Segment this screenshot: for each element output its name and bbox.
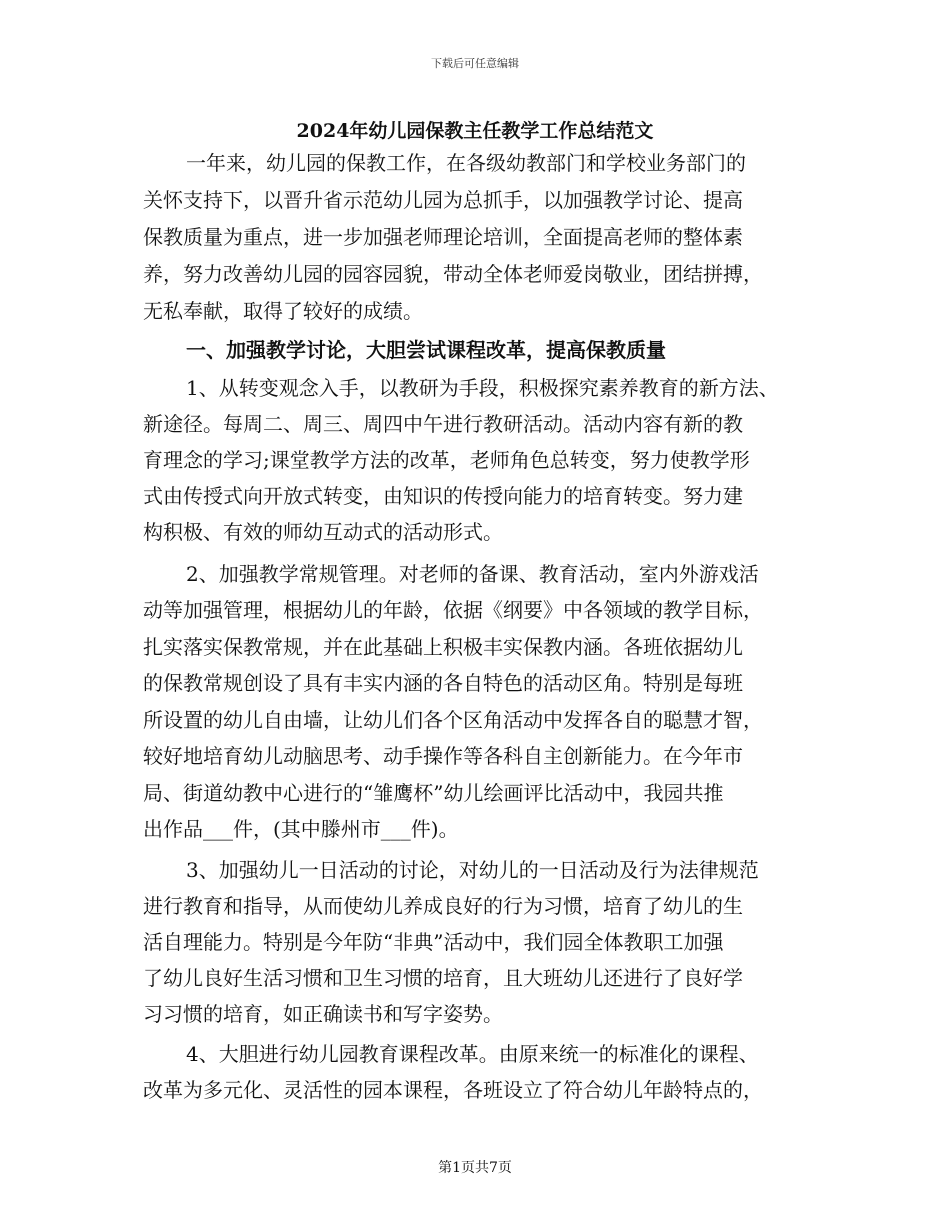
paragraph-line: 进行教育和指导，从而使幼儿养成良好的行为习惯，培育了幼儿的生 — [143, 894, 743, 918]
paragraph-line: 动等加强管理，根据幼儿的年龄，依据《纲要》中各领域的教学目标， — [143, 598, 763, 622]
page-header-note: 下载后可任意编辑 — [431, 57, 519, 70]
paragraph-line: 保教质量为重点，进一步加强老师理论培训，全面提高老师的整体素 — [143, 225, 743, 249]
paragraph-line: 所设置的幼儿自由墙，让幼儿们各个区角活动中发挥各自的聪慧才智， — [143, 708, 763, 732]
paragraph-line: 活自理能力。特别是今年防“非典”活动中，我们园全体教职工加强 — [143, 930, 724, 954]
paragraph-line: 改革为多元化、灵活性的园本课程，各班设立了符合幼儿年龄特点的， — [143, 1078, 763, 1102]
section-heading: 一、加强教学讨论，大胆尝试课程改革，提高保教质量 — [186, 338, 666, 362]
paragraph-line: 关怀支持下，以晋升省示范幼儿园为总抓手，以加强教学讨论、提高 — [143, 188, 743, 212]
paragraph-line: 4、大胆进行幼儿园教育课程改革。由原来统一的标准化的课程、 — [186, 1042, 759, 1066]
paragraph-line: 1、从转变观念入手，以教研为手段，积极探究素养教育的新方法、 — [186, 376, 779, 400]
paragraph-line: 出作品___件，(其中滕州市___件)。 — [143, 817, 459, 841]
paragraph-line: 较好地培育幼儿动脑思考、动手操作等各科自主创新能力。在今年市 — [143, 744, 743, 768]
paragraph-line: 一年来，幼儿园的保教工作，在各级幼教部门和学校业务部门的 — [186, 151, 746, 175]
paragraph-line: 育理念的学习;课堂教学方法的改革，老师角色总转变，努力使教学形 — [143, 448, 750, 472]
paragraph-line: 构积极、有效的师幼互动式的活动形式。 — [143, 520, 503, 544]
paragraph-line: 新途径。每周二、周三、周四中午进行教研活动。活动内容有新的教 — [143, 412, 743, 436]
paragraph-line: 式由传授式向开放式转变，由知识的传授向能力的培育转变。努力建 — [143, 484, 743, 508]
paragraph-line: 2、加强教学常规管理。对老师的备课、教育活动，室内外游戏活 — [186, 562, 759, 586]
page-number: 第1页共7页 — [438, 1160, 512, 1176]
paragraph-line: 习习惯的培育，如正确读书和写字姿势。 — [143, 1002, 503, 1026]
paragraph-line: 局、街道幼教中心进行的“雏鹰杯”幼儿绘画评比活动中，我园共推 — [143, 781, 724, 805]
document-title: 2024年幼儿园保教主任教学工作总结范文 — [296, 120, 654, 142]
paragraph-line: 养，努力改善幼儿园的园容园貌，带动全体老师爱岗敬业，团结拼搏， — [143, 262, 763, 286]
paragraph-line: 的保教常规创设了具有丰实内涵的各自特色的活动区角。特别是每班 — [143, 671, 743, 695]
paragraph-line: 3、加强幼儿一日活动的讨论，对幼儿的一日活动及行为法律规范 — [186, 858, 759, 882]
paragraph-line: 无私奉献，取得了较好的成绩。 — [143, 299, 423, 323]
paragraph-line: 扎实落实保教常规，并在此基础上积极丰实保教内涵。各班依据幼儿 — [143, 635, 743, 659]
paragraph-line: 了幼儿良好生活习惯和卫生习惯的培育，且大班幼儿还进行了良好学 — [143, 966, 743, 990]
